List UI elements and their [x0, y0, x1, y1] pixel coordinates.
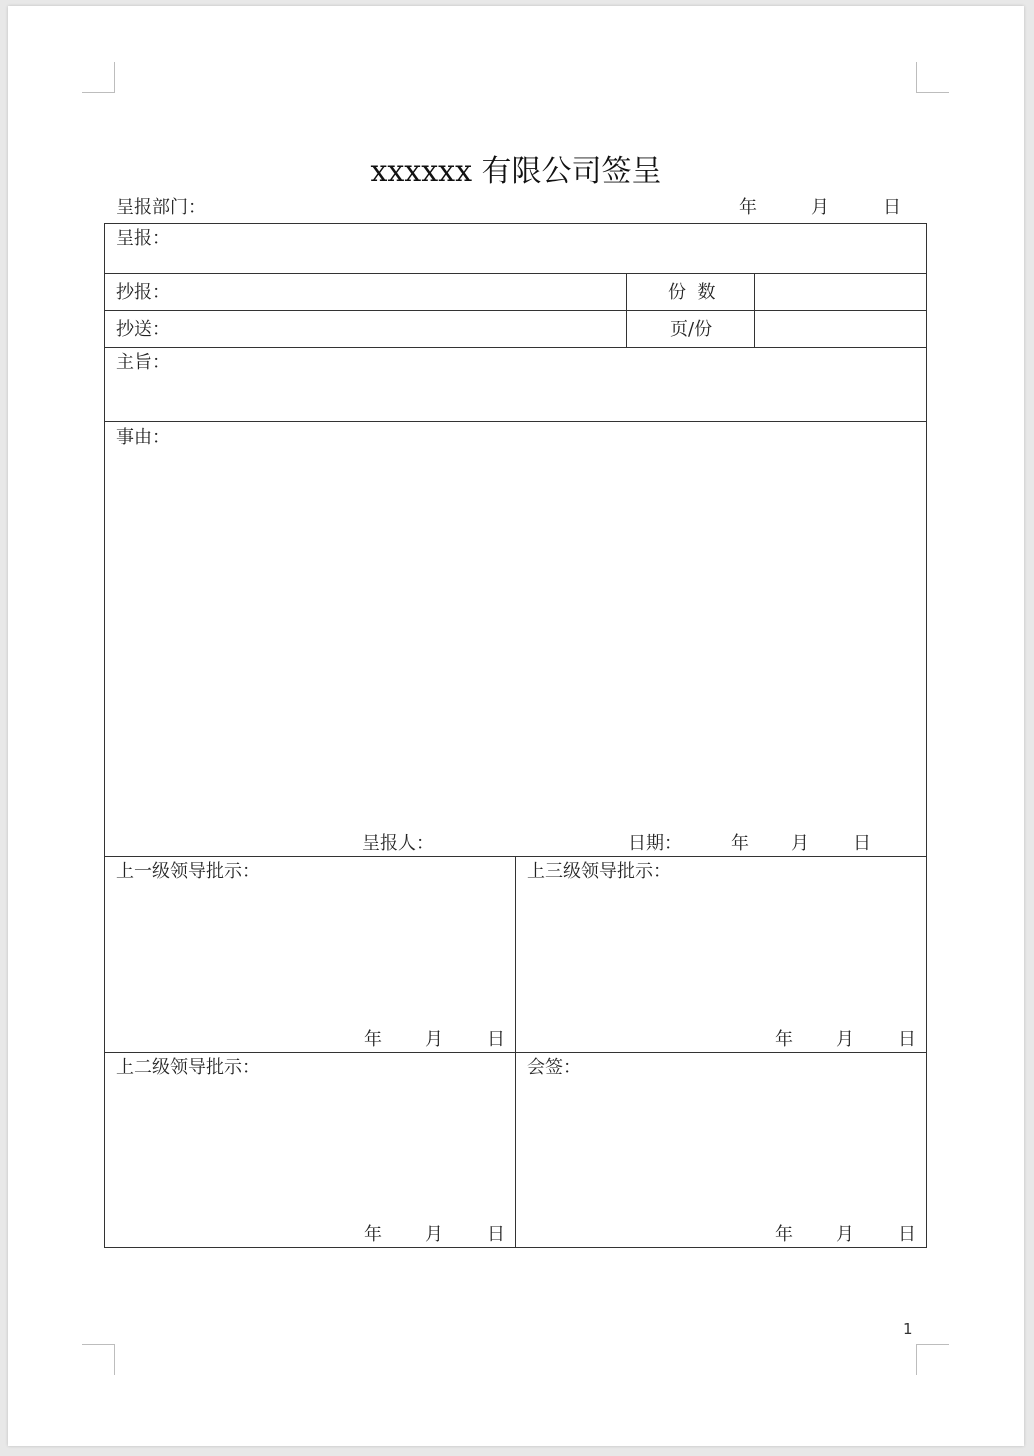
level1-date-year: 年: [364, 1029, 382, 1050]
margin-mark-top-right: [916, 62, 949, 93]
countersign-date-month: 月: [836, 1224, 854, 1245]
countersign-date-year: 年: [775, 1224, 793, 1245]
dept-label: 呈报部门：: [116, 197, 206, 218]
reporter-date-label: 日期：: [628, 833, 682, 854]
reporter-date-month: 月: [791, 833, 809, 854]
level3-date-year: 年: [775, 1029, 793, 1050]
request-form-table: [104, 223, 927, 1248]
reason-label: 事由：: [116, 427, 170, 448]
copies-label: 份 数: [668, 282, 716, 303]
level1-date-day: 日: [487, 1029, 505, 1050]
level3-approval-label: 上三级领导批示：: [527, 861, 671, 882]
page-number: 1: [903, 1320, 913, 1338]
pages-label: 页/份: [670, 319, 713, 340]
level2-date-year: 年: [364, 1224, 382, 1245]
report-label: 呈报：: [116, 228, 170, 249]
header-month: 月: [811, 197, 829, 218]
countersign-label: 会签：: [527, 1057, 581, 1078]
margin-mark-bottom-right: [916, 1344, 949, 1375]
document-title: [8, 146, 1024, 190]
margin-mark-top-left: [82, 62, 115, 93]
reporter-date-day: 日: [853, 833, 871, 854]
header-year: 年: [739, 197, 757, 218]
title-text: 有限公司签呈: [481, 154, 662, 189]
level3-date-month: 月: [836, 1029, 854, 1050]
reporter-date-year: 年: [731, 833, 749, 854]
title-company-placeholder: xxxxxx: [370, 154, 472, 189]
level2-approval-label: 上二级领导批示：: [116, 1057, 260, 1078]
reporter-label: 呈报人：: [362, 833, 434, 854]
countersign-date-day: 日: [898, 1224, 916, 1245]
margin-mark-bottom-left: [82, 1344, 115, 1375]
level3-date-day: 日: [898, 1029, 916, 1050]
send-label: 抄送：: [116, 319, 170, 340]
level1-date-month: 月: [425, 1029, 443, 1050]
level2-date-month: 月: [425, 1224, 443, 1245]
level1-approval-label: 上一级领导批示：: [116, 861, 260, 882]
document-page: [8, 6, 1024, 1446]
level2-date-day: 日: [487, 1224, 505, 1245]
cc-label: 抄报：: [116, 282, 170, 303]
header-day: 日: [883, 197, 901, 218]
subject-label: 主旨：: [116, 352, 170, 373]
